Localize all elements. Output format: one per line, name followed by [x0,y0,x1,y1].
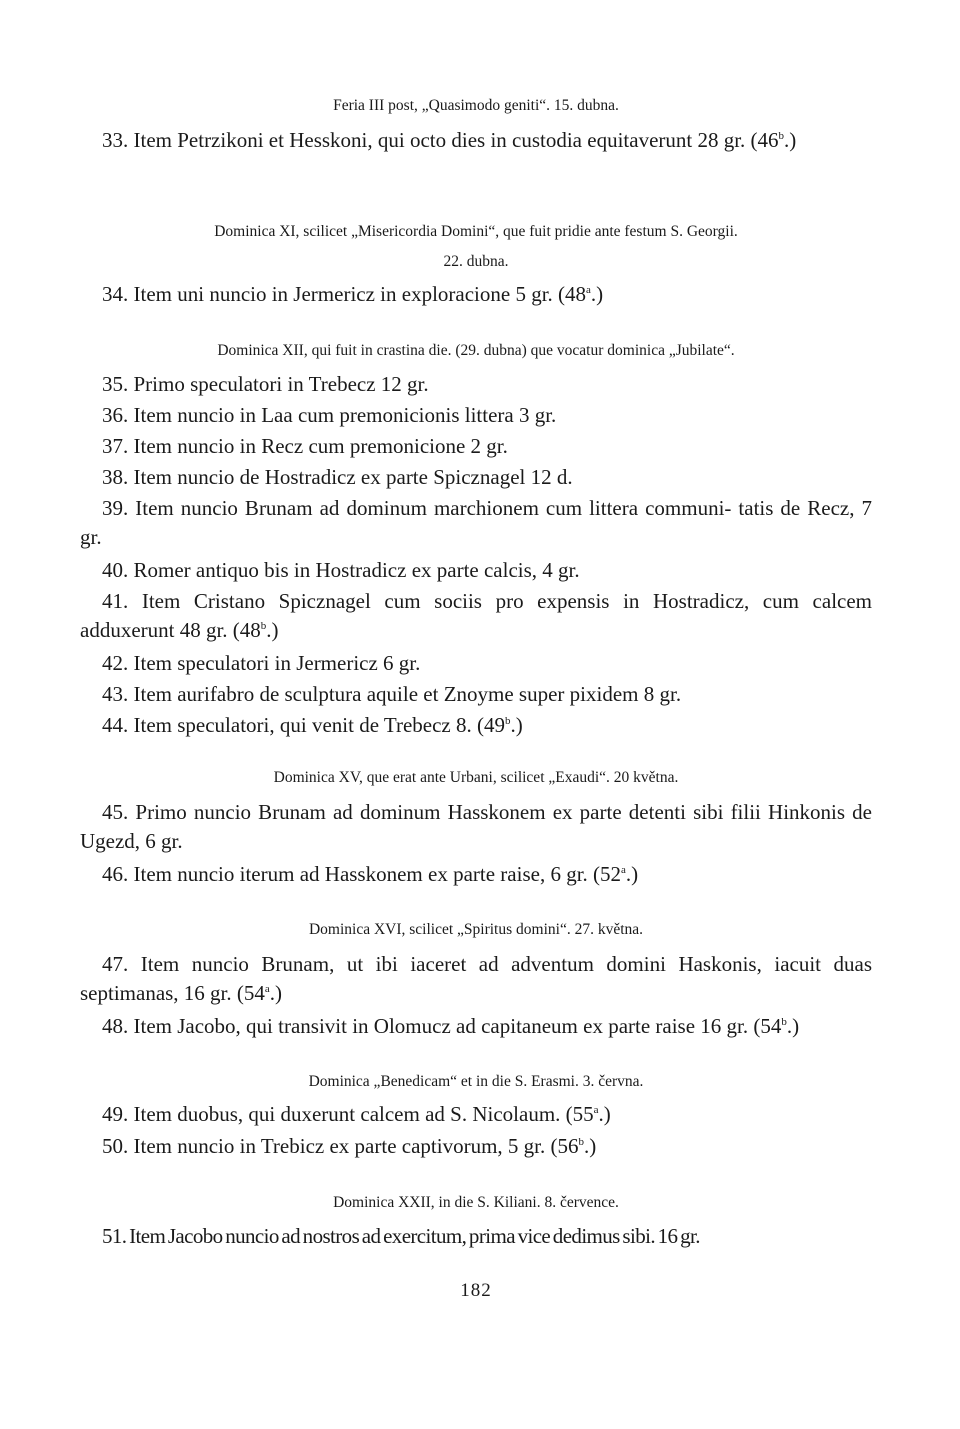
entry-number: 49. [102,1102,129,1126]
entry-text: Item nuncio in Recz cum premonicione 2 gr. [133,434,508,458]
section-heading: Dominica XI, scilicet „Misericordia Domini“, que fuit pridie ante festum S. Georgii. [214,223,738,240]
entry-number: 38. [102,465,129,489]
folio-sup: a [586,284,591,296]
entry-text: Item aurifabro de sculptura aquile et Znoyme super pixidem 8 gr. [133,682,682,706]
entry-text: Item nuncio Brunam ad dominum marchionem cum littera communi- tatis de Recz, 7 gr. [80,496,872,549]
folio-sup: b [778,130,785,142]
entry-text: Item Petrzikoni et Hesskoni, qui octo dies in custodia equitaverunt 28 gr. (46 [133,128,779,152]
entry-48 [80,1012,872,1041]
entry-number: 39. [102,496,129,520]
folio-sup: a [621,864,626,876]
page-number: 182 [460,1280,492,1301]
entry-number: 43. [102,682,129,706]
entry-number: 44. [102,713,129,737]
folio-sup: b [578,1136,584,1148]
entry-end: .) [590,282,604,306]
entry-50 [80,1132,872,1161]
entry-42 [80,649,872,678]
folio-sup: b [781,1016,787,1028]
entry-number: 34. [102,282,129,306]
entry-number: 42. [102,651,129,675]
entry-number: 35. [102,372,129,396]
entry-text: Romer antiquo bis in Hostradicz ex parte calcis, 4 gr. [133,558,580,582]
entry-end: .) [598,1102,611,1126]
entry-end: .) [786,1014,800,1038]
entry-text: Item speculatori in Jermericz 6 gr. [133,651,421,675]
folio-sup: b [505,715,511,727]
section-heading: Dominica XVI, scilicet „Spiritus domini“. 27. května. [308,921,644,938]
entry-47 [80,950,872,1008]
entry-number: 37. [102,434,129,458]
entry-text: Item Jacobo, qui transivit in Olomucz ad capitaneum ex parte raise 16 gr. (54 [133,1014,782,1038]
entry-text: Item nuncio in Trebicz ex parte captivorum, 5 gr. (56 [133,1134,579,1158]
entry-39 [80,494,872,552]
entry-text: Item nuncio in Laa cum premonicionis littera 3 gr. [133,403,557,427]
entry-40 [80,556,872,585]
entry-text: Item Cristano Spicznagel cum sociis pro expensis in Hostradicz, cum calcem adduxerunt 48 gr. (48 [80,589,873,642]
section-heading: Dominica XII, qui fuit in crastina die. (29. dubna) que vocatur dominica „Jubilate“. [217,342,735,359]
entry-text: Item nuncio Brunam, ut ibi iaceret ad adventum domini Haskonis, iacuit duas septimanas, 16 gr. (54 [80,952,873,1005]
entry-text: Item Jacobo nuncio ad nostros ad exercitum, prima vice dedimus sibi. 16 gr. [129,1224,700,1248]
entry-number: 40. [102,558,129,582]
entry-end: .) [269,981,283,1005]
section-heading: Dominica XV, que erat ante Urbani, scilicet „Exaudi“. 20 května. [273,769,679,786]
entry-number: 48. [102,1014,129,1038]
entry-text: Item speculatori, qui venit de Trebecz 8. (49 [133,713,505,737]
entry-number: 50. [102,1134,129,1158]
entry-number: 41. [102,589,129,613]
entry-number: 47. [102,952,129,976]
entry-end: .) [583,1134,597,1158]
entry-35 [80,370,872,399]
entry-number: 36. [102,403,129,427]
entry-number: 46. [102,862,129,886]
section-heading: Feria III post, „Quasimodo geniti“. 15. dubna. [333,97,619,114]
entry-43 [80,680,872,709]
entry-end: .) [625,862,639,886]
entry-text: Item duobus, qui duxerunt calcem ad S. Nicolaum. (55 [133,1102,594,1126]
entry-number: 33. [102,128,129,152]
entry-text: Primo nuncio Brunam ad dominum Hasskonem ex parte detenti sibi filii Hinkonis de Ugezd, 6 gr. [80,800,873,853]
entry-text: Item nuncio de Hostradicz ex parte Spicznagel 12 d. [133,465,573,489]
folio-sup: b [260,620,267,632]
entry-33 [80,126,872,155]
entry-text: Primo speculatori in Trebecz 12 gr. [133,372,429,396]
entry-37 [80,432,872,461]
entry-44 [80,711,872,740]
entry-49 [80,1100,872,1129]
entry-end: .) [784,128,797,152]
entry-51 [80,1222,872,1251]
entry-46 [80,860,872,889]
entry-number: 45. [102,800,129,824]
folio-sup: a [593,1104,599,1116]
section-heading-date: 22. dubna. [443,253,509,270]
entry-end: .) [510,713,523,737]
section-heading: Dominica XXII, in die S. Kiliani. 8. července. [333,1194,619,1211]
entry-41 [80,587,872,645]
entry-34 [80,280,872,309]
entry-text: Item nuncio iterum ad Hasskonem ex parte raise, 6 gr. (52 [133,862,622,886]
entry-36 [80,401,872,430]
entry-38 [80,463,872,492]
section-heading: Dominica „Benedicam“ et in die S. Erasmi. 3. června. [308,1073,644,1090]
entry-text: Item uni nuncio in Jermericz in exploracione 5 gr. (48 [133,282,587,306]
folio-sup: a [264,983,270,995]
entry-number: 51. [102,1224,127,1248]
entry-45 [80,798,872,856]
entry-end: .) [266,618,279,642]
